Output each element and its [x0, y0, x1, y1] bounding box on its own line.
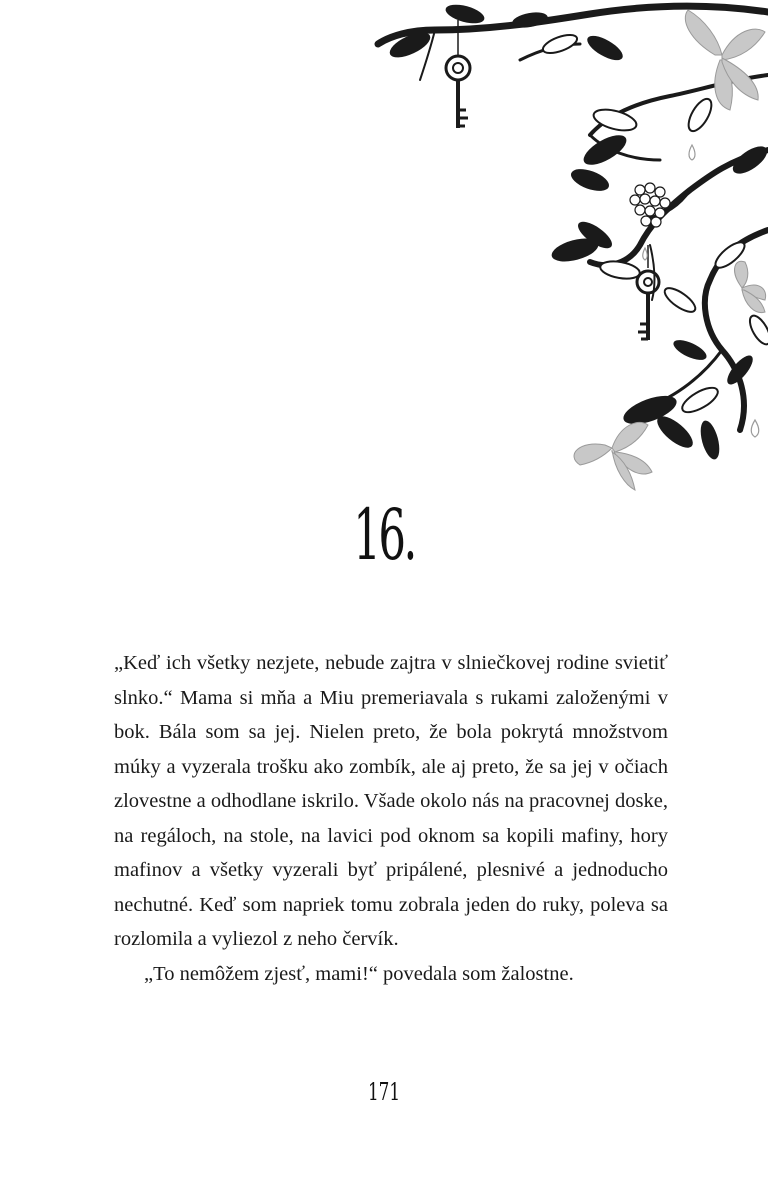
- lily-flower-icon: [735, 261, 766, 312]
- hanging-key-icon: [446, 20, 470, 128]
- lily-flower-icon: [685, 10, 765, 110]
- page-number: 171: [367, 1078, 401, 1106]
- hanging-key-icon: [637, 245, 659, 340]
- chapter-number: 16.: [353, 494, 415, 576]
- leaf-icon: [568, 165, 612, 196]
- paragraph: „Keď ich všetky nezjete, nebude zajtra v slniečkovej rodine svietiť slnko.“ Mama si mňa a Miu premeriavala s rukami založenými v bok. Bála som sa jej. Nielen preto, že bola pokrytá množstvom múky a vyzerala trošku ako zombík, ale aj preto, že sa jej v očiach zlovestne a odhodlane iskrilo. Všade okolo nás na pracovnej doske, na regáloch, na stole, na lavici pod oknom sa kopili mafiny, hory mafinov a všetky vyzerali byť pripálené, plesnivé a jednoducho nechutné. Keď som napriek tomu zobrala jeden do ruky, poleva sa rozlomila a vyliezol z neho červík.: [114, 652, 668, 950]
- chapter-body: [114, 646, 668, 991]
- leaf-icon: [579, 129, 631, 170]
- berry-cluster-icon: [630, 183, 670, 227]
- leaf-icon: [671, 336, 710, 364]
- vine-illustration: [260, 0, 768, 495]
- leaf-icon: [697, 419, 723, 462]
- paragraph: „To nemôžem zjesť, mami!“ povedala som žalostne.: [144, 962, 574, 985]
- leaf-icon: [652, 411, 697, 453]
- lily-flower-icon: [574, 422, 652, 490]
- leaf-icon: [584, 31, 627, 65]
- leaf-icon: [444, 1, 487, 27]
